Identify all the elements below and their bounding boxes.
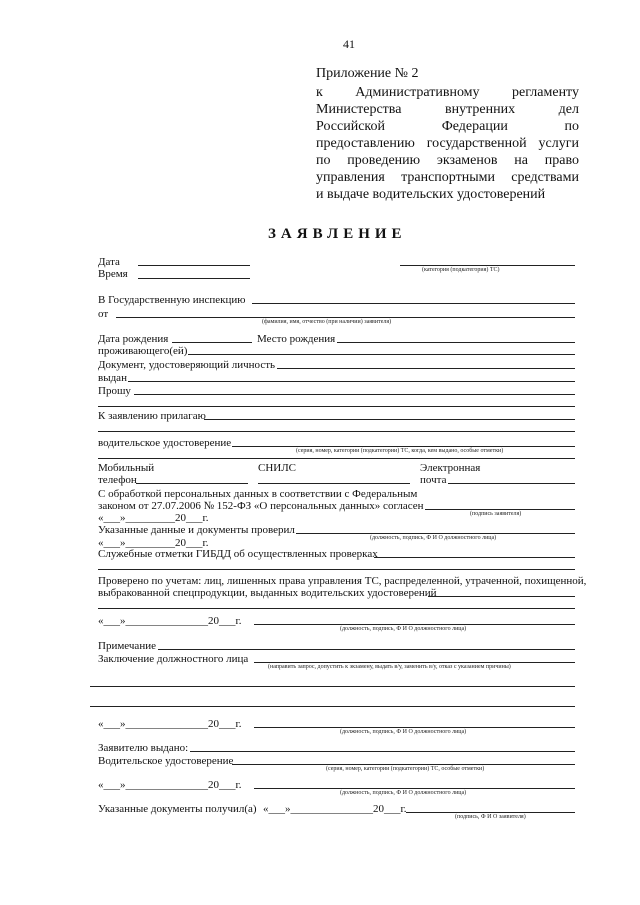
- appendix-line: управления транспортными средствами: [316, 170, 579, 185]
- conclusion-label: Заключение должностного лица: [98, 653, 249, 665]
- checked-official-field[interactable]: [296, 533, 575, 534]
- checked-label: Указанные данные и документы проверил: [98, 524, 295, 536]
- page-number: 41: [343, 37, 355, 51]
- official-caption: (должность, подпись, Ф И О должностного лица): [340, 790, 467, 796]
- note-label: Примечание: [98, 640, 156, 652]
- email-label: Электронная: [420, 462, 481, 474]
- birth-place-field[interactable]: [337, 342, 575, 343]
- official-caption: (должность, подпись, Ф И О должностного лица): [340, 729, 467, 735]
- applicant-name-field[interactable]: [116, 317, 575, 318]
- license2-label: Водительское удостоверение: [98, 755, 234, 767]
- category-caption: (категория (подкатегория) ТС): [422, 267, 500, 273]
- id-document-field[interactable]: [277, 368, 575, 369]
- received-caption: (подпись, Ф И О заявителя): [455, 814, 526, 820]
- license2-caption: (серия, номер, категории (подкатегории) ТС, особые отметки): [326, 766, 485, 772]
- checked-date[interactable]: «___»_________20___г.: [98, 537, 209, 549]
- verified-field-2[interactable]: [98, 608, 575, 609]
- phone-field[interactable]: [136, 483, 248, 484]
- request-label: Прошу: [98, 385, 131, 397]
- phone-label: телефон: [98, 474, 137, 486]
- date-label: Дата: [98, 256, 120, 268]
- issued-official-field[interactable]: [254, 788, 575, 789]
- service-marks-field[interactable]: [374, 557, 575, 558]
- birth-date-label: Дата рождения: [98, 333, 169, 345]
- from-label: от: [98, 308, 109, 320]
- license-caption: (серия, номер, категории (подкатегории) ТС, когда, кем выдано, особые отметки): [296, 448, 504, 454]
- attach-label: К заявлению прилагаю: [98, 410, 206, 422]
- official-caption: (должность, подпись, Ф И О должностного лица): [370, 535, 497, 541]
- conclusion-caption: (направить запрос, допустить к экзамену, выдать в/у, заменить в/у, отказ с указанием причины): [268, 664, 511, 670]
- applicant-signature-caption: (подпись заявителя): [470, 511, 522, 517]
- time-field[interactable]: [138, 278, 250, 279]
- conclusion-field-3[interactable]: [90, 706, 575, 707]
- received-label: Указанные документы получил(а): [98, 803, 257, 815]
- service-marks-field-2[interactable]: [98, 569, 575, 570]
- snils-label: СНИЛС: [258, 462, 297, 474]
- conclusion-field[interactable]: [254, 662, 575, 663]
- verified-date[interactable]: «___»_______________20___г.: [98, 615, 242, 627]
- applicant-signature-field[interactable]: [425, 509, 575, 510]
- issued-date[interactable]: «___»_______________20___г.: [98, 779, 242, 791]
- request-field-2[interactable]: [98, 406, 575, 407]
- verified-field[interactable]: [428, 596, 575, 597]
- conclusion-official-field[interactable]: [254, 727, 575, 728]
- received-signature-field[interactable]: [406, 812, 575, 813]
- conclusion-date[interactable]: «___»_______________20___г.: [98, 718, 242, 730]
- inspection-field[interactable]: [252, 303, 575, 304]
- attach-field-2[interactable]: [98, 431, 575, 432]
- issued-to-field[interactable]: [190, 751, 575, 752]
- received-date[interactable]: «___»_______________20___г.: [263, 803, 407, 815]
- inspection-label: В Государственную инспекцию: [98, 294, 246, 306]
- consent-date[interactable]: «___»_________20___г.: [98, 512, 209, 524]
- driver-license-field[interactable]: [232, 446, 575, 447]
- residence-field[interactable]: [188, 354, 575, 355]
- birth-place-label: Место рождения: [257, 333, 336, 345]
- consent-text: законом от 27.07.2006 № 152-ФЗ «О персональных данных» согласен: [98, 500, 424, 512]
- appendix-line: к Административному регламенту: [316, 85, 579, 100]
- appendix-line: Российской Федерации по: [316, 119, 579, 134]
- issued-label: выдан: [98, 372, 127, 384]
- form-title: ЗАЯВЛЕНИЕ: [268, 226, 407, 242]
- verified-official-field[interactable]: [254, 624, 575, 625]
- mail-label: почта: [420, 474, 447, 486]
- driver-license-field-2[interactable]: [98, 458, 575, 459]
- appendix-line: и выдаче водительских удостоверений: [316, 187, 546, 202]
- id-document-label: Документ, удостоверяющий личность: [98, 359, 276, 371]
- attach-field[interactable]: [204, 419, 575, 420]
- category-field[interactable]: [400, 265, 575, 266]
- email-field[interactable]: [448, 483, 575, 484]
- license2-field[interactable]: [232, 764, 575, 765]
- driver-license-label: водительское удостоверение: [98, 437, 232, 449]
- appendix-title: Приложение № 2: [316, 66, 419, 81]
- residing-label: проживающего(ей): [98, 345, 188, 357]
- appendix-line: по проведению экзаменов на право: [316, 153, 579, 168]
- snils-field[interactable]: [258, 483, 410, 484]
- official-caption: (должность, подпись, Ф И О должностного лица): [340, 626, 467, 632]
- conclusion-field-2[interactable]: [90, 686, 575, 687]
- note-field[interactable]: [158, 649, 575, 650]
- date-field[interactable]: [138, 265, 250, 266]
- issued-to-label: Заявителю выдано:: [98, 742, 189, 754]
- service-marks-label: Служебные отметки ГИБДД об осуществленных проверках: [98, 548, 378, 560]
- mobile-label: Мобильный: [98, 462, 155, 474]
- issued-field[interactable]: [128, 381, 575, 382]
- time-label: Время: [98, 268, 128, 280]
- appendix-line: Министерства внутренних дел: [316, 102, 579, 117]
- birth-date-field[interactable]: [172, 342, 252, 343]
- consent-text: С обработкой персональных данных в соответствии с Федеральным: [98, 488, 418, 500]
- verified-text: Проверено по учетам: лиц, лишенных права управления ТС, распределенной, утраченной, похищенной,: [98, 575, 587, 587]
- request-field[interactable]: [134, 394, 575, 395]
- verified-text: выбракованной спецпродукции, выданных водительских удостоверений: [98, 587, 437, 599]
- fio-caption: (фамилия, имя, отчество (при наличии) заявителя): [262, 319, 392, 325]
- appendix-line: предоставлению государственной услуги: [316, 136, 579, 151]
